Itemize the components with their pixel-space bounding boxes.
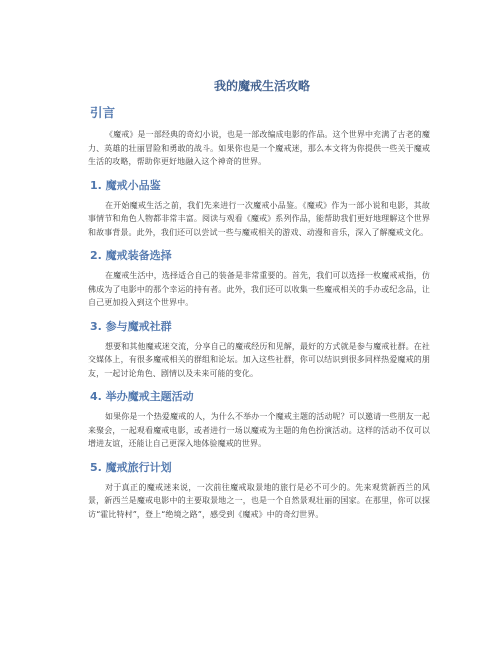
intro-heading: 引言 <box>90 105 116 120</box>
section-heading: 2. 魔戒装备选择 <box>90 249 172 262</box>
section-travel <box>90 459 430 522</box>
section-events <box>90 388 430 451</box>
section-paragraph: 对于真正的魔戒迷来说，一次前往魔戒取景地的旅行是必不可少的。先来观赏新西兰的风景，新西兰是魔戒电影中的主要取景地之一，也是一个自然景观壮丽的国家。在那里，你可以探访“霍比特村”，登上“绝境之路”，感受到《魔戒》中的奇幻世界。 <box>88 482 430 519</box>
section-community <box>90 318 430 381</box>
document-title: 我的魔戒生活攻略 <box>213 79 310 93</box>
section-equipment <box>90 247 430 310</box>
intro-paragraph: 《魔戒》是一部经典的奇幻小说，也是一部改编成电影的作品。这个世界中充满了古老的魔力、英雄的壮丽冒险和勇敢的战斗。如果你也是一个魔戒迷，那么本文将为你提供一些关于魔戒生活的攻略，帮助你更好地融入这个神奇的世界。 <box>88 130 430 166</box>
section-heading: 5. 魔戒旅行计划 <box>90 460 172 474</box>
section-heading: 4. 举办魔戒主题活动 <box>90 390 194 403</box>
section-heading: 3. 参与魔戒社群 <box>90 319 172 333</box>
section-paragraph: 在开始魔戒生活之前，我们先来进行一次魔戒小品鉴。《魔戒》作为一部小说和电影，其故事情节和角色人物都非常丰富。阅读与观看《魔戒》系列作品，能帮助我们更好地理解这个世界和故事背景。此外，我们还可以尝试一些与魔戒相关的游戏、动漫和音乐，深入了解魔戒文化。 <box>88 200 430 237</box>
section-heading: 1. 魔戒小品鉴 <box>90 178 161 192</box>
section-paragraph: 在魔戒生活中，选择适合自己的装备是非常重要的。首先，我们可以选择一枚魔戒戒指，仿佛成为了电影中的那个幸运的持有者。此外，我们还可以收集一些魔戒相关的手办或纪念品，让自己更加投入到这个世界中。 <box>88 271 430 307</box>
section-paragraph: 想要和其他魔戒迷交流，分享自己的魔戒经历和见解，最好的方式就是参与魔戒社群。在社交媒体上，有很多魔戒相关的群组和论坛。加入这些社群，你可以结识到很多同样热爱魔戒的朋友，一起讨论角色、剧情以及未来可能的变化。 <box>88 341 430 378</box>
section-paragraph: 如果你是一个热爱魔戒的人，为什么不举办一个魔戒主题的活动呢？可以邀请一些朋友一起来聚会，一起观看魔戒电影，或者进行一场以魔戒为主题的角色扮演活动。这样的活动不仅可以增进友谊，还能让自己更深入地体验魔戒的世界。 <box>88 412 430 448</box>
section-tasting <box>90 177 430 240</box>
intro-section <box>90 104 430 169</box>
